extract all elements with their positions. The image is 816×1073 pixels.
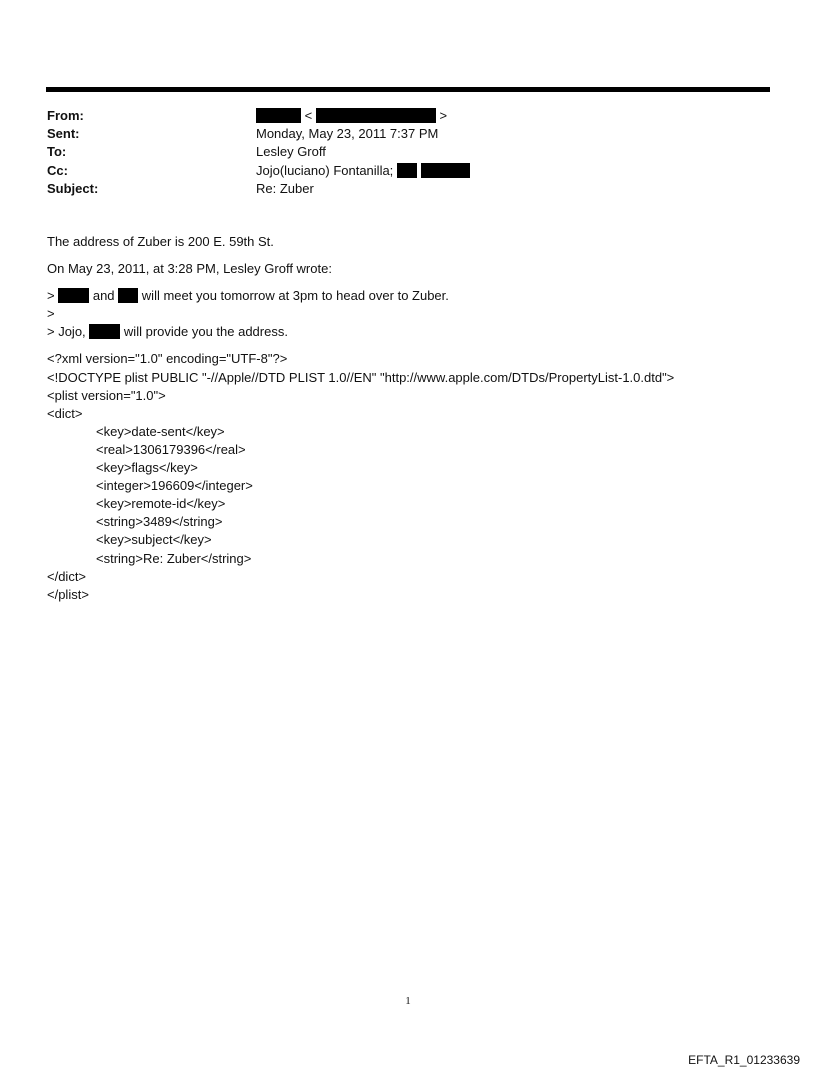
sent-label: Sent: <box>47 126 80 142</box>
xml-line: <plist version="1.0"> <box>47 387 166 403</box>
cc-value <box>256 162 470 180</box>
xml-line: <key>subject</key> <box>96 532 212 548</box>
quote-text: > Jojo, <box>47 324 86 340</box>
xml-line: <!DOCTYPE plist PUBLIC "-//Apple//DTD PLIST 1.0//EN" "http://www.apple.com/DTDs/PropertyList-1.0.dtd"> <box>47 369 675 385</box>
xml-line: <key>flags</key> <box>96 460 198 476</box>
redaction-block <box>256 108 301 123</box>
xml-line: <dict> <box>47 405 83 421</box>
quote-line: > <box>47 306 55 322</box>
quote-line <box>47 287 674 305</box>
cc-label: Cc: <box>47 162 68 178</box>
from-gt: > <box>439 108 448 123</box>
redaction-block <box>397 163 417 178</box>
xml-line: <?xml version="1.0" encoding="UTF-8"?> <box>47 351 288 367</box>
redaction-block <box>316 108 436 123</box>
quote-text: will meet you tomorrow at 3pm to head over to Zuber. <box>141 288 449 304</box>
from-value <box>256 107 447 125</box>
quote-line <box>47 323 674 341</box>
xml-line: <string>3489</string> <box>96 514 223 530</box>
quote-text: will provide you the address. <box>123 324 288 340</box>
redaction-block <box>89 324 120 339</box>
document-id: EFTA_R1_01233639 <box>688 1053 800 1067</box>
quote-and: and <box>92 288 115 304</box>
xml-line: <key>remote-id</key> <box>96 496 226 512</box>
xml-line: </plist> <box>47 586 89 602</box>
address-line: The address of Zuber is 200 E. 59th St. <box>47 234 274 249</box>
cc-text: Jojo(luciano) Fontanilla; <box>256 162 394 178</box>
subject-value: Re: Zuber <box>256 180 314 196</box>
wrote-line: On May 23, 2011, at 3:28 PM, Lesley Groff wrote: <box>47 261 332 277</box>
xml-line: <integer>196609</integer> <box>96 478 253 494</box>
header-rule <box>46 87 770 92</box>
xml-line: <key>date-sent</key> <box>96 423 225 439</box>
to-label: To: <box>47 144 67 160</box>
quote-marker: > <box>47 288 55 304</box>
from-label: From: <box>47 108 84 123</box>
redaction-block <box>421 163 470 178</box>
from-lt: < <box>304 108 313 123</box>
xml-line: <real>1306179396</real> <box>96 441 246 457</box>
xml-line: <string>Re: Zuber</string> <box>96 550 252 566</box>
to-value: Lesley Groff <box>256 144 326 160</box>
sent-value: Monday, May 23, 2011 7:37 PM <box>256 126 439 142</box>
redaction-block <box>58 288 89 303</box>
email-body <box>47 233 674 604</box>
xml-line: </dict> <box>47 568 87 584</box>
page-number: 1 <box>405 995 411 1007</box>
subject-label: Subject: <box>47 180 99 196</box>
redaction-block <box>118 288 138 303</box>
